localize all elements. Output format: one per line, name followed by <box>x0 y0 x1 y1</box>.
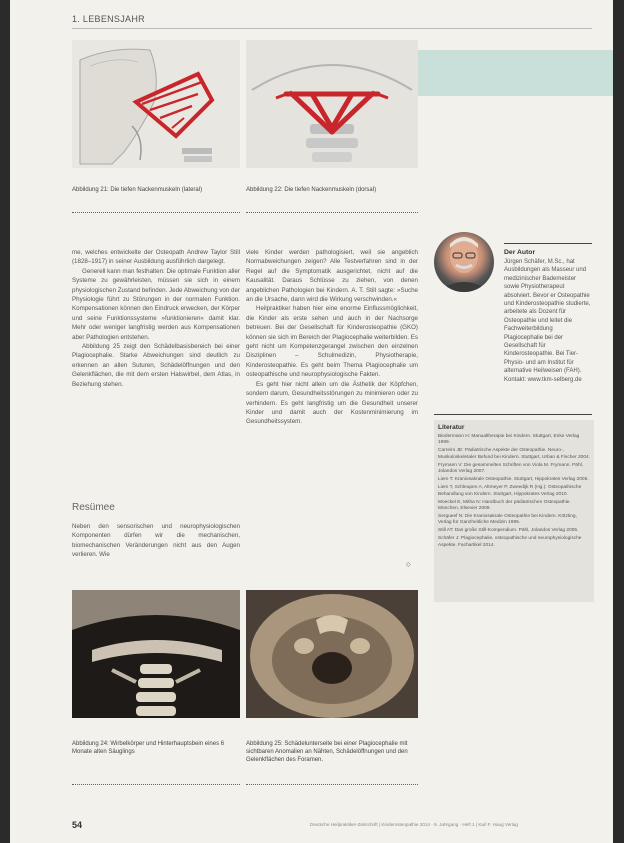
literature-item: Frymann V: Die gesammelten Schriften von Viola M. Frymann. Pähl, Jolandos Verlag 2007. <box>438 462 584 475</box>
literature-item: Liem T: Kraniosakrale Osteopathie. Stuttgart, Hippokrates Verlag 2005. <box>438 477 589 483</box>
caption-divider <box>246 212 418 213</box>
paragraph: Heilpraktiker haben hier eine enorme Einflussmöglichkeit, die Kinder als erste sehen und auch in der Nachsorge betreuen. Bei der Gesellschaft für Kinderosteopathie (GKO) können sie sich im Bereich der Plagiocephalie weiterbilden. Es geht nicht um Kompetenzgerangel zwischen den einzelnen Disziplinen – Schulmedizin, Physiotherapie, Kinderosteopathie. Es geht beim Thema Plagiocephalie um osteopathische und neurophysiologische Fakten. <box>246 305 418 379</box>
figure-25-image <box>246 590 418 718</box>
figure-21-image <box>72 40 240 168</box>
literature-item: Moeckel E, Mitha N: Handbuch der pädiatrischen Osteopathie. München, Elsevier 2009. <box>438 499 571 512</box>
paragraph: me, welches entwickelte der Osteopath Andrew Taylor Still (1828–1917) in seiner Ausbildung ausführlich dargelegt. <box>72 249 240 266</box>
author-photo <box>434 232 494 292</box>
paragraph: Es geht hier nicht allein um die Ästhetik der Köpfchen, sondern darum, Gesundheitsstörungen zu minimieren oder zu verhindern. Es geht langfristig um die Gesundheit unserer Kinder und damit auch der Kostenminimierung im Gesundheitssystem. <box>246 380 418 426</box>
literature-item: Still AT: Das große Still-Kompendium. Pähl, Jolandos Verlag 2005. <box>438 528 579 534</box>
literature-item: Sergueef N: Die Kraniosakrale Osteopathie bei Kindern. Kötzting, Verlag für Ganzheitliche Medizin 1995. <box>438 514 577 526</box>
literature-heading: Literatur <box>438 424 465 431</box>
caption-divider <box>72 784 240 785</box>
page <box>10 0 613 843</box>
author-bio: Jürgen Schäfer, M.Sc., hat Ausbildungen als Masseur und medizinischer Bademeister sowie Physiotherapeut absolviert. Bevor er Osteopathie und Kinderosteopathie studierte, arbeitete als Dozent für Osteopathie und leitet die Fachweiterbildung Plagiocephalie bei der Gesellschaft für Kinderosteopathie. Bei Tier-Physio- und am Institut für alternative Heilweisen (FAH). Kontakt: www.tkm-selberg.de <box>504 259 591 383</box>
author-heading: Der Autor <box>504 249 536 256</box>
figure-22-caption: Abbildung 22: Die tiefen Nackenmuskeln (dorsal) <box>246 187 377 193</box>
literature-item: Biedermann H: Manualtherapie bei Kindern. Stuttgart, Enke Verlag 1999. <box>438 434 580 446</box>
body-column-2 <box>246 248 418 427</box>
paragraph: viele Kinder werden pathologisiert, weil sie angeblich Normabweichungen zeigen? Alle Testverfahren sind in der Regel auf die Symptomatik ausgerichtet, nicht auf die Kausalität. Daraus Schlüsse zu ziehen, von denen angeblichen Pathologien bei Kindern. A. T. Still sagte: »Suche an die Ursache, dann wird die Wirkung verschwinden.« <box>246 249 418 304</box>
caption-divider <box>246 784 418 785</box>
body-column-1 <box>72 248 240 389</box>
figure-22-image <box>246 40 418 168</box>
figure-24-caption: Abbildung 24: Wirbelkörper und Hinterhauptsbein eines 6 Monate alten Säuglings <box>72 741 225 755</box>
figure-21-caption: Abbildung 21: Die tiefen Nackenmuskeln (lateral) <box>72 187 203 193</box>
figure-24-image <box>72 590 240 718</box>
resume-paragraph: Neben den sensorischen und neurophysiologischen Komponenten dürfen wir die mechanischen, biomechanischen Veränderungen nicht aus den Augen verlieren. Wie <box>72 523 240 559</box>
literature-list <box>438 434 590 551</box>
caption-divider <box>72 212 240 213</box>
figure-25-caption: Abbildung 25: Schädelunterseite bei einer Plagiocephalie mit sichtbaren Anomalien an Nähten, Schädelöffnungen und den Gelenkflächen des Foramen. <box>246 741 408 763</box>
resume-heading: Resümee <box>72 502 115 513</box>
literature-item: Carreiro JE: Pädiatrische Aspekte der Osteopathie. Neuro-, Muskuloskeletaler Befund bei Kindern. Stuttgart, Urban & Fischer 2004. <box>438 448 590 460</box>
running-head: 1. LEBENSJAHR <box>72 14 145 24</box>
page-number: 54 <box>72 820 83 830</box>
footer-line: Deutsche Heilpraktiker-Zeitschrift | Kinderosteopathie 2014 · 9. Jahrgang · Heft 1 | Karl F. Haug Verlag <box>310 822 518 827</box>
paragraph: Abbildung 25 zeigt den Schädelbasisbereich bei einer Plagiocephalie. Starke Abweichungen sind deutlich zu erkennen an allen Suturen, Schädelöffnungen und den Gelenkflächen, die mit dem ersten Halswirbel, dem Atlas, in Beziehung stehen. <box>72 343 240 388</box>
author-rule <box>504 243 592 244</box>
end-mark: ◇ <box>406 561 411 568</box>
paragraph: Generell kann man festhalten: Die optimale Funktion aller Systeme zu gewährleisten, müssen sie sich in einem physiologischen Zustand befinden. Jede Abweichung von der Physiologie führt zu Störungen in der normalen Funktion. Kompensationen können den Eindruck erwecken, der Körper und seine Funktionssysteme »funktionieren« damit klar. Mehr oder weniger langfristig werden aus Kompensationen aber Pathologien entstehen. <box>72 267 240 341</box>
literature-item: Schäfer J: Plagiocephalie, osteopathische und neurophysiologische Aspekte. Fachartikel 2014. <box>438 536 582 548</box>
literature-rule <box>434 414 592 415</box>
decorative-band <box>402 50 613 96</box>
header-rule <box>72 28 592 29</box>
literature-item: Liem T, Schleupen A, Altmeyer P, Zweedijk R (Hg.): Osteopathische Behandlung von Kindern. Stuttgart, Hippokrates Verlag 2010. <box>438 485 582 497</box>
